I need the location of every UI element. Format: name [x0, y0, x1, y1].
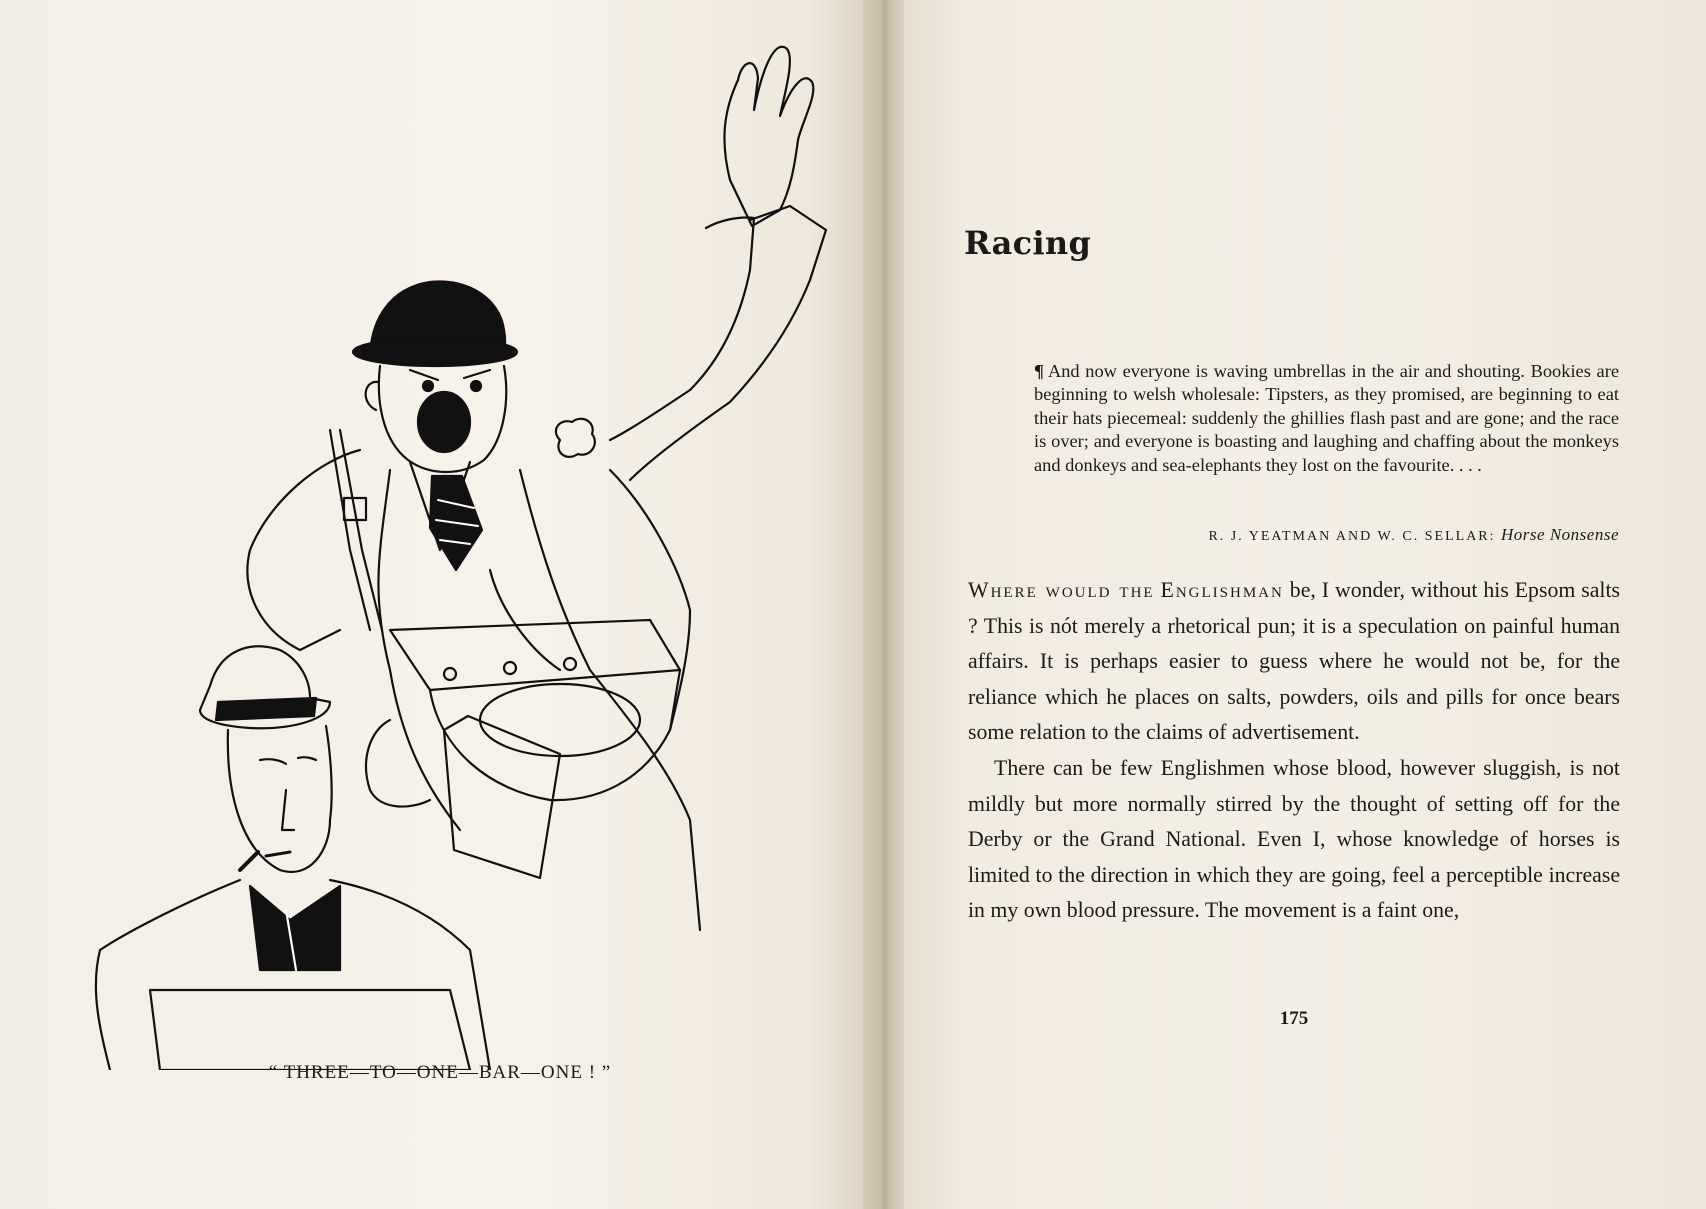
opening-smallcaps-2: Englishman — [1160, 578, 1284, 602]
body-paragraph-1 — [968, 573, 1620, 751]
bookie-satchel — [390, 620, 680, 690]
pilcrow-mark: ¶ — [1034, 361, 1044, 381]
epigraph — [1034, 360, 1619, 477]
paragraph-1-text: be, I wonder, without his Epsom salts ? This is nót merely a rhetorical pun; it is a speculation on painful human affairs. It is perhaps easier to guess where he would not be, for the reliance which he places on salts, powders, oils and pills for once bears some relation to the claims of advertisement. — [968, 578, 1620, 745]
body-paragraph-2: There can be few Englishmen whose blood, however sluggish, is not mildly but more normally stirred by the thought of setting off for the Derby or the Grand National. Even I, whose knowledge of horses is limited to the direction in which they are going, feel a perceptible increase in my own blood pressure. The movement is a faint one, — [968, 755, 1620, 923]
page-number: 175 — [1279, 1008, 1309, 1029]
epigraph-text: And now everyone is waving umbrellas in the air and shouting. Bookies are beginning to welsh wholesale: Tipsters, as they promised, are beginning to eat their hats piecemeal: suddenly the ghillies flash past and are gone; and the race is over; and everyone is boasting and laughing and chaffing about the monkeys and donkeys and sea-elephants they lost on the favourite. . . . — [1034, 361, 1619, 475]
betting-card — [444, 716, 560, 878]
epigraph-authors: R. J. YEATMAN AND W. C. SELLAR: — [1208, 529, 1496, 544]
opening-smallcaps-1: Where would the — [968, 578, 1155, 602]
book-gutter — [862, 0, 908, 1209]
epigraph-work-title: Horse Nonsense — [1501, 525, 1619, 544]
chapter-body — [968, 573, 1620, 929]
epigraph-attribution — [1034, 525, 1619, 545]
illustration-caption: “ THREE—TO—ONE—BAR—ONE ! ” — [268, 1062, 612, 1083]
boutonniere-flower — [556, 419, 595, 457]
bookie-cartoon-illustration — [90, 30, 870, 1070]
chapter-title: Racing — [964, 224, 1092, 262]
